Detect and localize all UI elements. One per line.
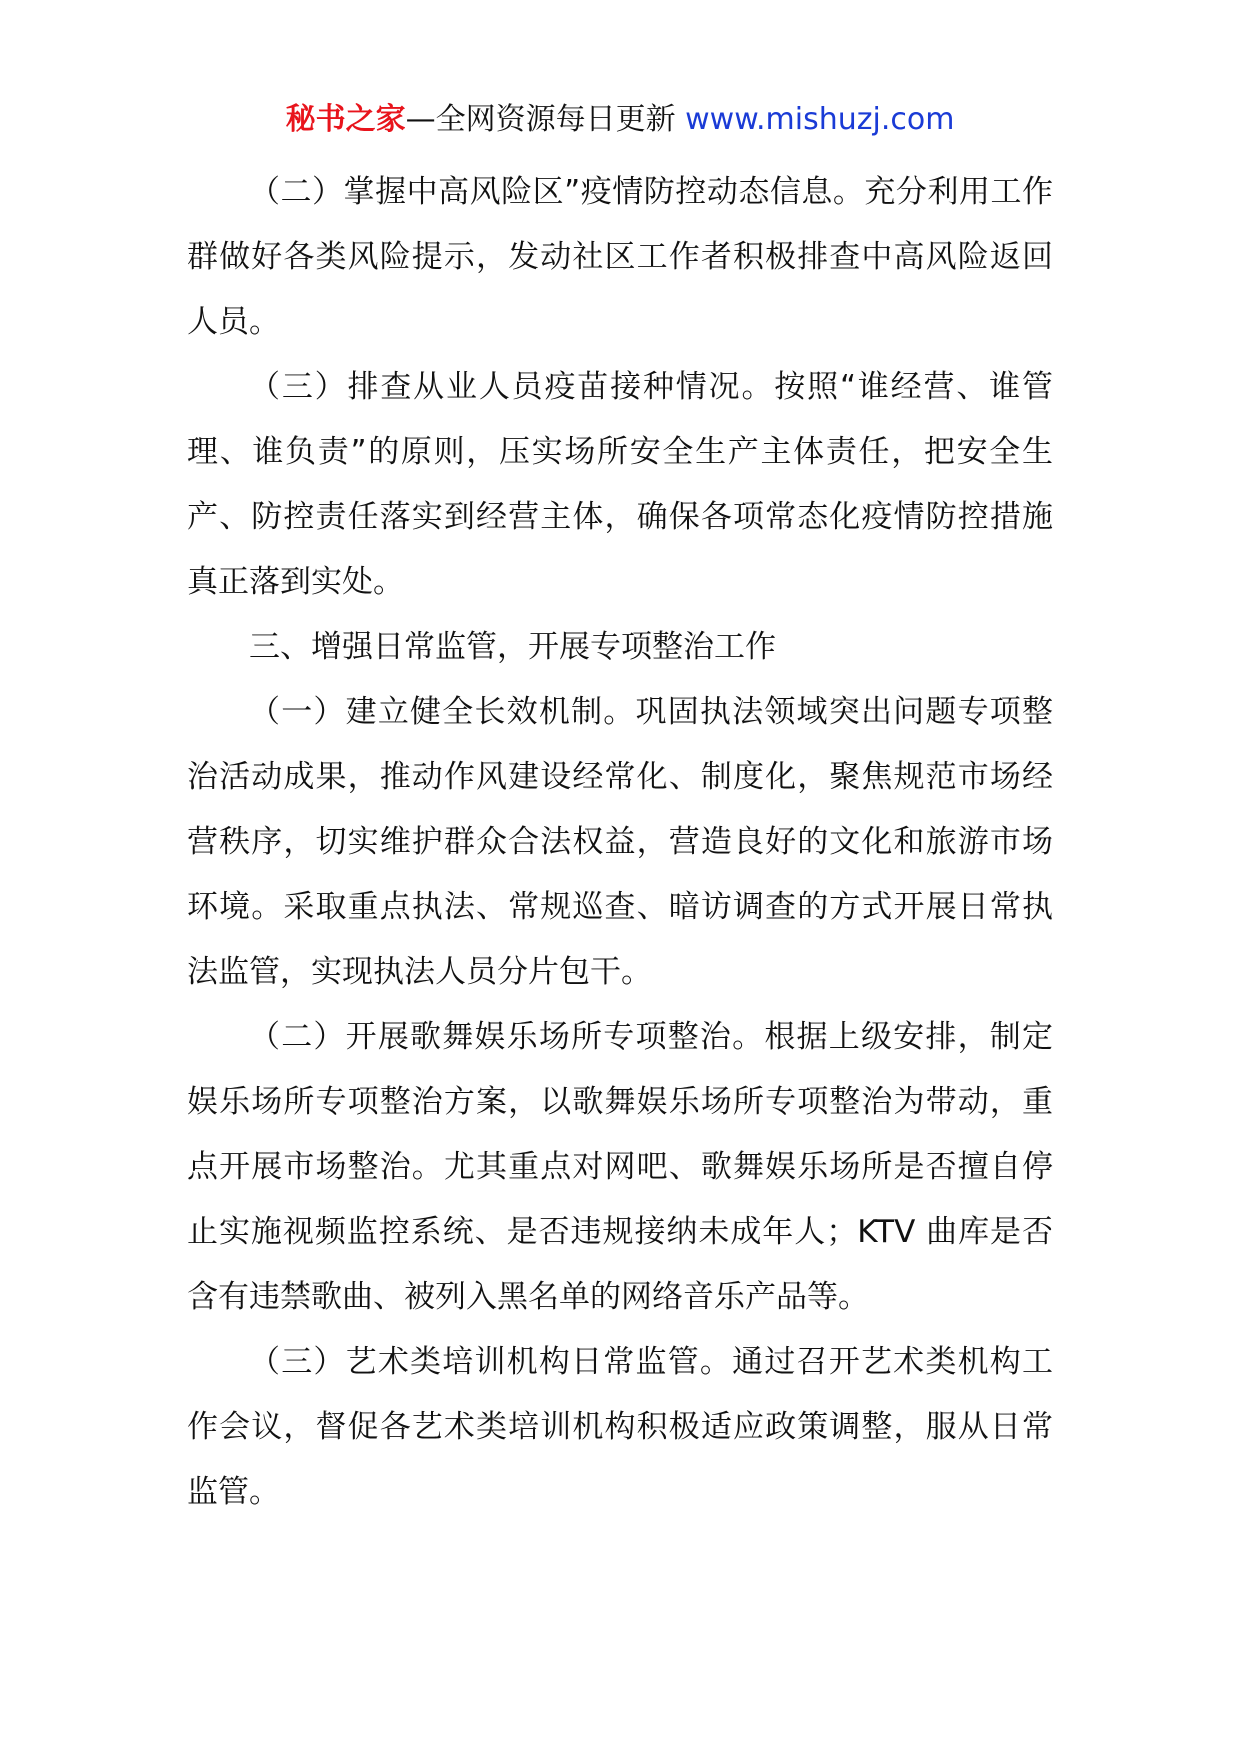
paragraph: （一）建立健全长效机制。巩固执法领域突出问题专项整治活动成果，推动作风建设经常化、制度化，聚焦规范市场经营秩序，切实维护群众合法权益，营造良好的文化和旅游市场环境。采取重点执法、常规巡查、暗访调查的方式开展日常执法监管，实现执法人员分片包干。 xyxy=(187,694,1053,990)
paragraph: （二）开展歌舞娱乐场所专项整治。根据上级安排，制定娱乐场所专项整治方案，以歌舞娱乐场所专项整治为带动，重点开展市场整治。尤其重点对网吧、歌舞娱乐场所是否擅自停止实施视频监控系统、是否违规接纳未成年人；KTV 曲库是否含有违禁歌曲、被列入黑名单的网络音乐产品等。 xyxy=(187,1019,1053,1315)
paragraph: （三）排查从业人员疫苗接种情况。按照“谁经营、谁管理、谁负责”的原则，压实场所安全生产主体责任，把安全生产、防控责任落实到经营主体，确保各项常态化疫情防控措施真正落到实处。 xyxy=(187,369,1053,600)
brand-tagline: —全网资源每日更新 xyxy=(405,102,676,137)
brand-url[interactable]: www.mishuzj.com xyxy=(685,102,955,137)
paragraph: （三）艺术类培训机构日常监管。通过召开艺术类机构工作会议，督促各艺术类培训机构积极适应政策调整，服从日常监管。 xyxy=(187,1344,1053,1510)
brand-name: 秘书之家 xyxy=(285,102,406,137)
paragraph: （二）掌握中高风险区”疫情防控动态信息。充分利用工作群做好各类风险提示，发动社区工作者积极排查中高风险返回人员。 xyxy=(187,174,1053,340)
section-heading: 三、增强日常监管，开展专项整治工作 xyxy=(249,629,776,665)
document-body xyxy=(187,160,1053,1525)
watermark-header xyxy=(0,98,1240,142)
